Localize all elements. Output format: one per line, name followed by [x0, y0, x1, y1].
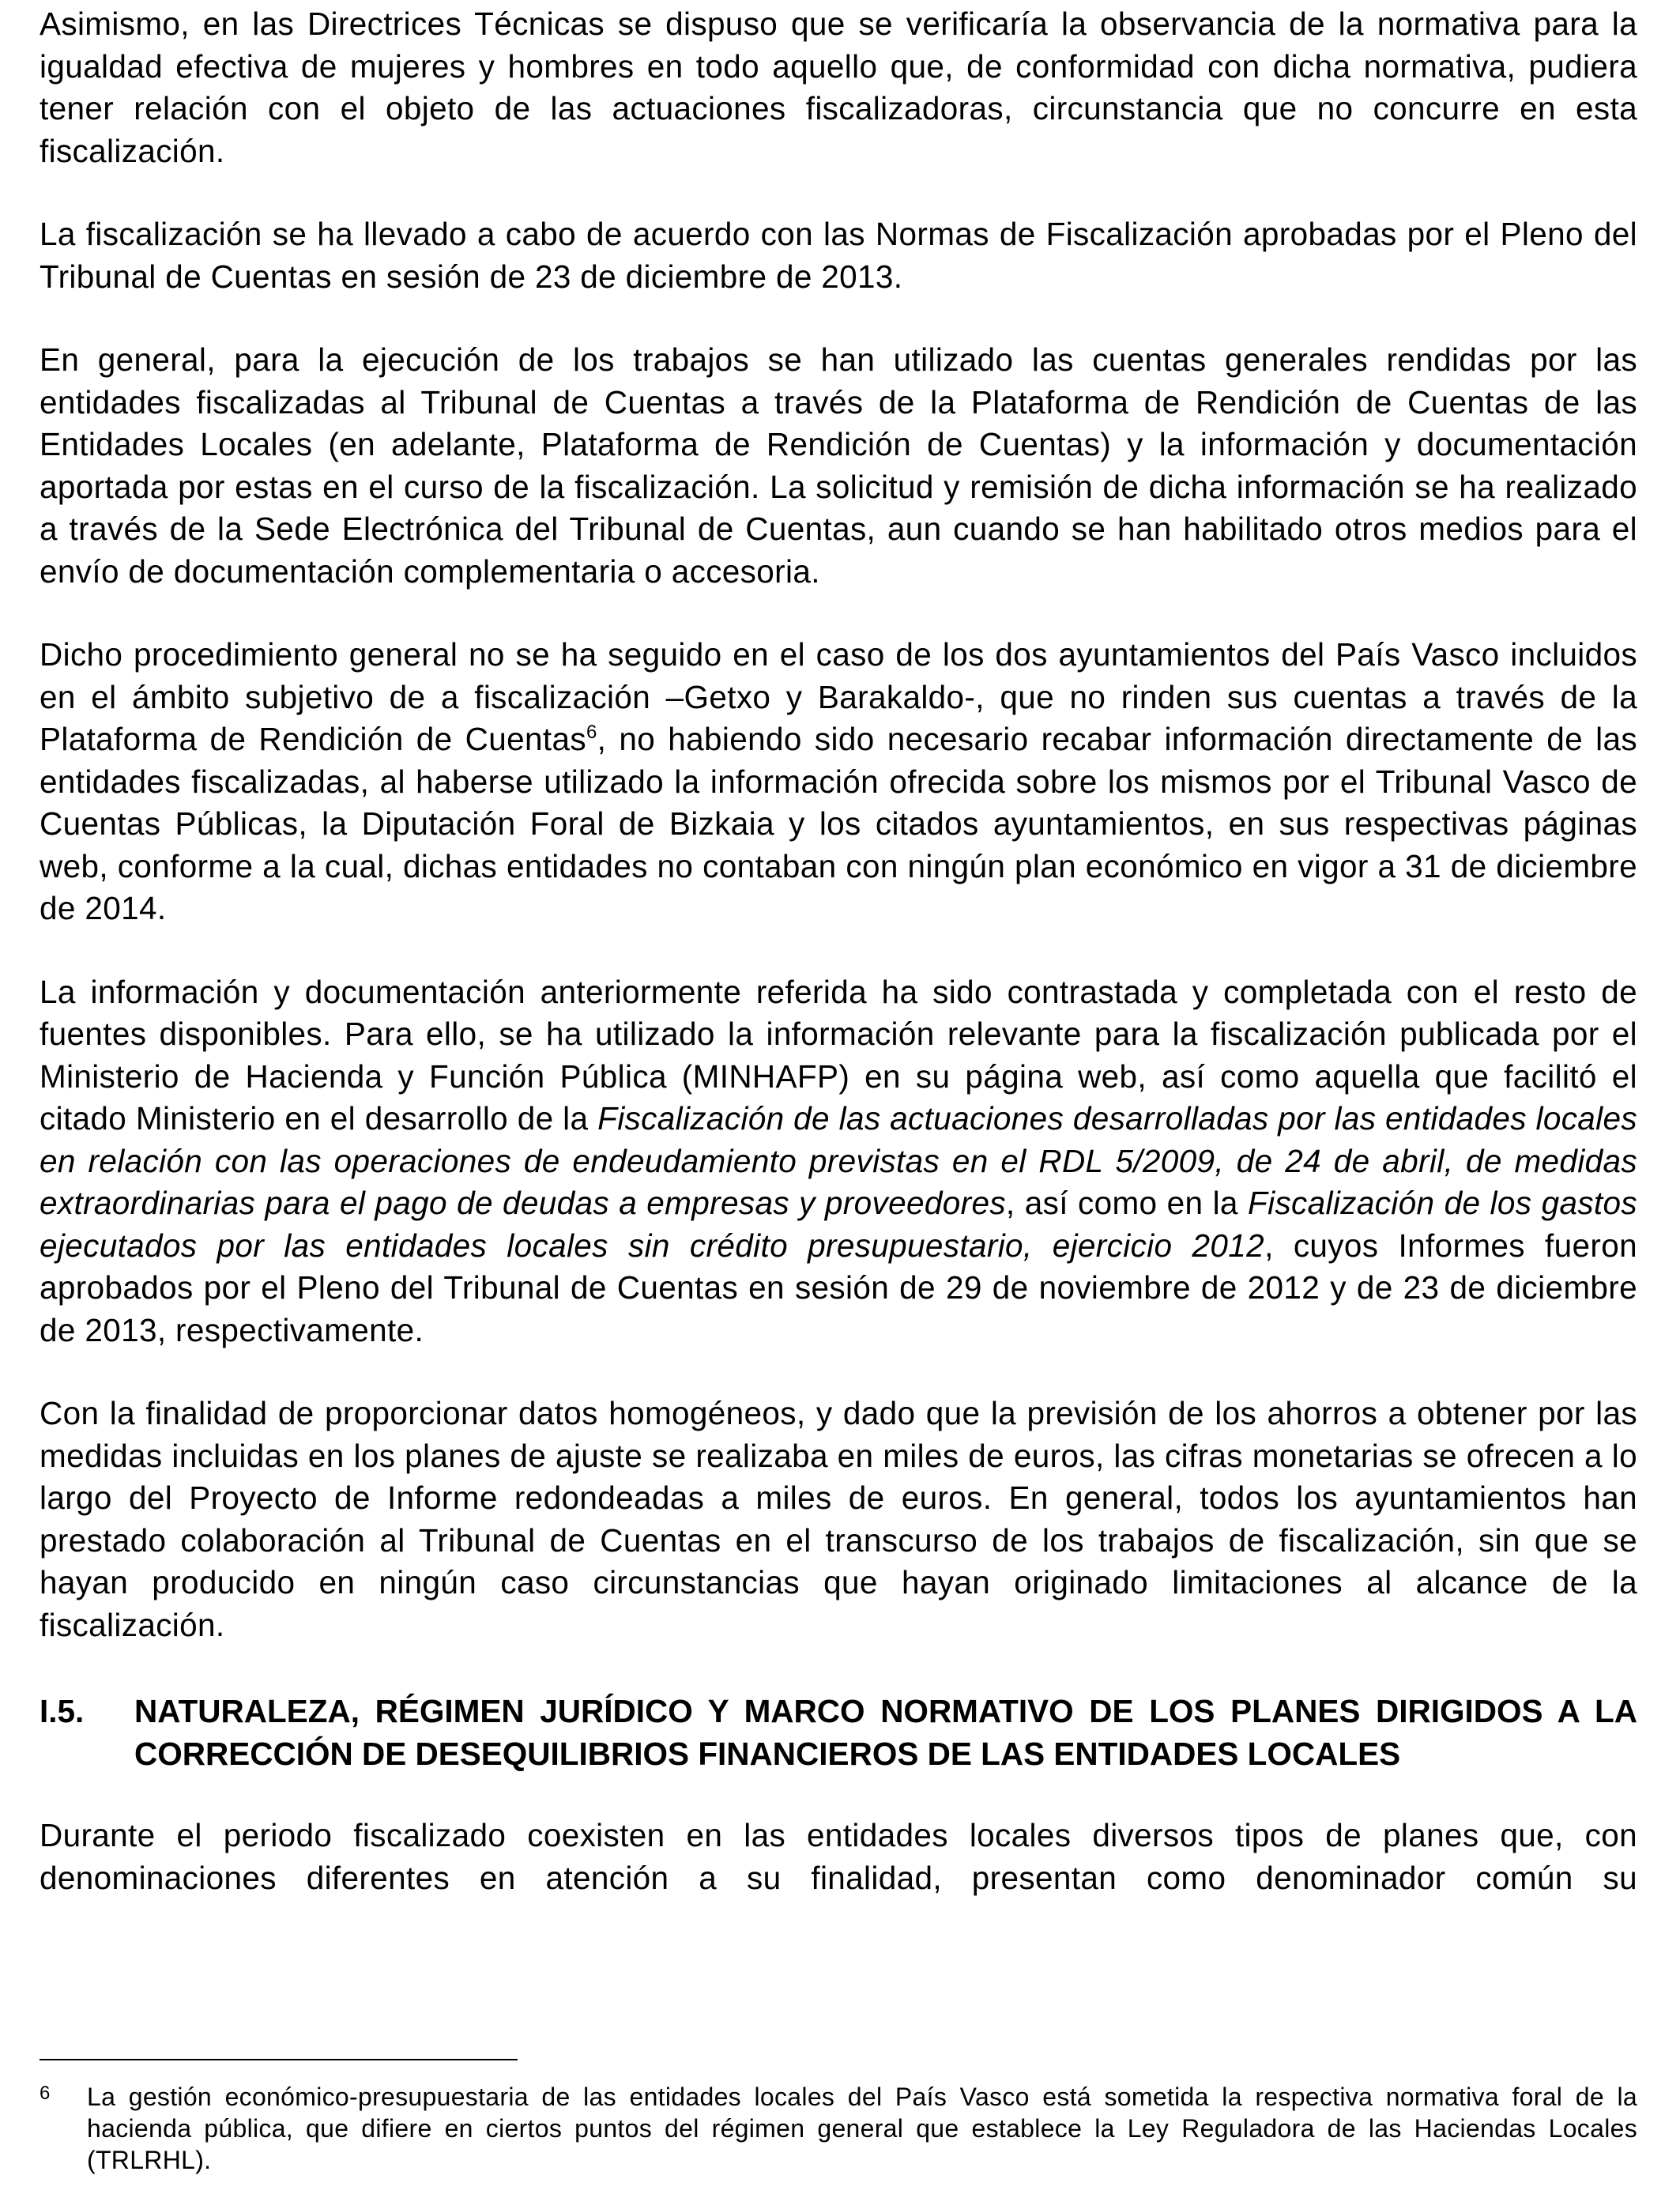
paragraph-gap	[40, 1775, 1637, 1815]
section-number: I.5.	[40, 1693, 85, 1729]
paragraph-gap	[40, 1646, 1637, 1691]
paragraph-normas	[40, 213, 1637, 298]
paragraph-gap	[40, 172, 1637, 213]
section-title: NATURALEZA, RÉGIMEN JURÍDICO Y MARCO NORMATIVO DE LOS PLANES DIRIGIDOS A LA CORRECCIÓN DE DESEQUILIBRIOS FINANCIEROS DE LAS ENTIDADES LOCALES	[134, 1693, 1637, 1772]
paragraph-datos-homogeneos	[40, 1393, 1637, 1646]
footnote-reference: 6	[586, 722, 597, 743]
paragraph-gap	[40, 298, 1637, 339]
footnote	[40, 2081, 1637, 2176]
paragraph-text: Dicho procedimiento general no se ha seguido en el caso de los dos ayuntamientos del País Vasco incluidos en el ámbito subjetivo de a fiscalización –Getxo y Barakaldo-, que no rinden sus cuentas a través de la Plataforma de Rendición de Cuentas	[40, 636, 1637, 757]
footnote-text: La gestión económico-presupuestaria de las entidades locales del País Vasco está sometida la respectiva normativa foral de la hacienda pública, que difiere en ciertos puntos del régimen general que establece la Ley Reguladora de las Haciendas Locales (TRLRHL).	[87, 2083, 1637, 2174]
paragraph-text: En general, para la ejecución de los trabajos se han utilizado las cuentas generales rendidas por las entidades fiscalizadas al Tribunal de Cuentas a través de la Plataforma de Rendición de Cuentas de las Entidades Locales (en adelante, Plataforma de Rendición de Cuentas) y la información y documentación aportada por estas en el curso de la fiscalización. La solicitud y remisión de dicha información se ha realizado a través de la Sede Electrónica del Tribunal de Cuentas, aun cuando se han habilitado otros medios para el envío de documentación complementaria o accesoria.	[40, 341, 1637, 590]
section-heading	[40, 1691, 1637, 1775]
paragraph-fuentes	[40, 971, 1637, 1352]
paragraph-gap	[40, 593, 1637, 634]
paragraph-gap	[40, 930, 1637, 971]
paragraph-text: , cuyos Informes fueron aprobados por el Pleno del Tribunal de Cuentas en sesión de 29 de noviembre de 2012 y de 23 de diciembre de 2013, respectivamente.	[40, 1227, 1637, 1348]
paragraph-ejecucion	[40, 339, 1637, 593]
paragraph-gap	[40, 1351, 1637, 1393]
paragraph-text: La información y documentación anteriormente referida ha sido contrastada y completada con el resto de fuentes disponibles. Para ello, se ha utilizado la información relevante para la fiscalización publicada por el Ministerio de Hacienda y Función Pública (MINHAFP) en su página web, así como aquella que facilitó el citado Ministerio en el desarrollo de la	[40, 973, 1637, 1137]
paragraph-text: La fiscalización se ha llevado a cabo de acuerdo con las Normas de Fiscalización aprobadas por el Pleno del Tribunal de Cuentas en sesión de 23 de diciembre de 2013.	[40, 216, 1637, 295]
footnote-mark: 6	[40, 2083, 51, 2104]
footnote-separator	[40, 2059, 518, 2060]
paragraph-planes	[40, 1815, 1637, 1899]
paragraph-text: , así como en la	[1005, 1185, 1249, 1221]
paragraph-text: Con la finalidad de proporcionar datos homogéneos, y dado que la previsión de los ahorros a obtener por las medidas incluidas en los planes de ajuste se realizaba en miles de euros, las cifras monetarias se ofrecen a lo largo del Proyecto de Informe redondeadas a miles de euros. En general, todos los ayuntamientos han prestado colaboración al Tribunal de Cuentas en el transcurso de los trabajos de fiscalización, sin que se hayan producido en ningún caso circunstancias que hayan originado limitaciones al alcance de la fiscalización.	[40, 1395, 1637, 1643]
document-page	[40, 0, 1637, 1899]
paragraph-text: Asimismo, en las Directrices Técnicas se dispuso que se verificaría la observancia de la normativa para la igualdad efectiva de mujeres y hombres en todo aquello que, de conformidad con dicha normativa, pudiera tener relación con el objeto de las actuaciones fiscalizadoras, circunstancia que no concurre en esta fiscalización.	[40, 6, 1637, 169]
paragraph-text: Durante el periodo fiscalizado coexisten en las entidades locales diversos tipos de planes que, con denominaciones diferentes en atención a su finalidad, presentan como denominador común su	[40, 1817, 1637, 1896]
report-title-italic: Fiscalización de las actuaciones desarrolladas por las entidades locales en relación con las operaciones de endeudamiento previstas en el RDL 5/2009, de 24 de abril, de medidas extraordinarias para el pago de deudas a empresas y proveedores	[40, 1100, 1638, 1221]
paragraph-igualdad	[40, 3, 1637, 172]
paragraph-pais-vasco	[40, 634, 1637, 930]
report-title-italic: Fiscalización de los gastos ejecutados por las entidades locales sin crédito presupuestario, ejercicio 2012	[40, 1185, 1637, 1264]
paragraph-text: , no habiendo sido necesario recabar información directamente de las entidades fiscalizadas, al haberse utilizado la información ofrecida sobre los mismos por el Tribunal Vasco de Cuentas Públicas, la Diputación Foral de Bizkaia y los citados ayuntamientos, en sus respectivas páginas web, conforme a la cual, dichas entidades no contaban con ningún plan económico en vigor a 31 de diciembre de 2014.	[40, 721, 1637, 926]
